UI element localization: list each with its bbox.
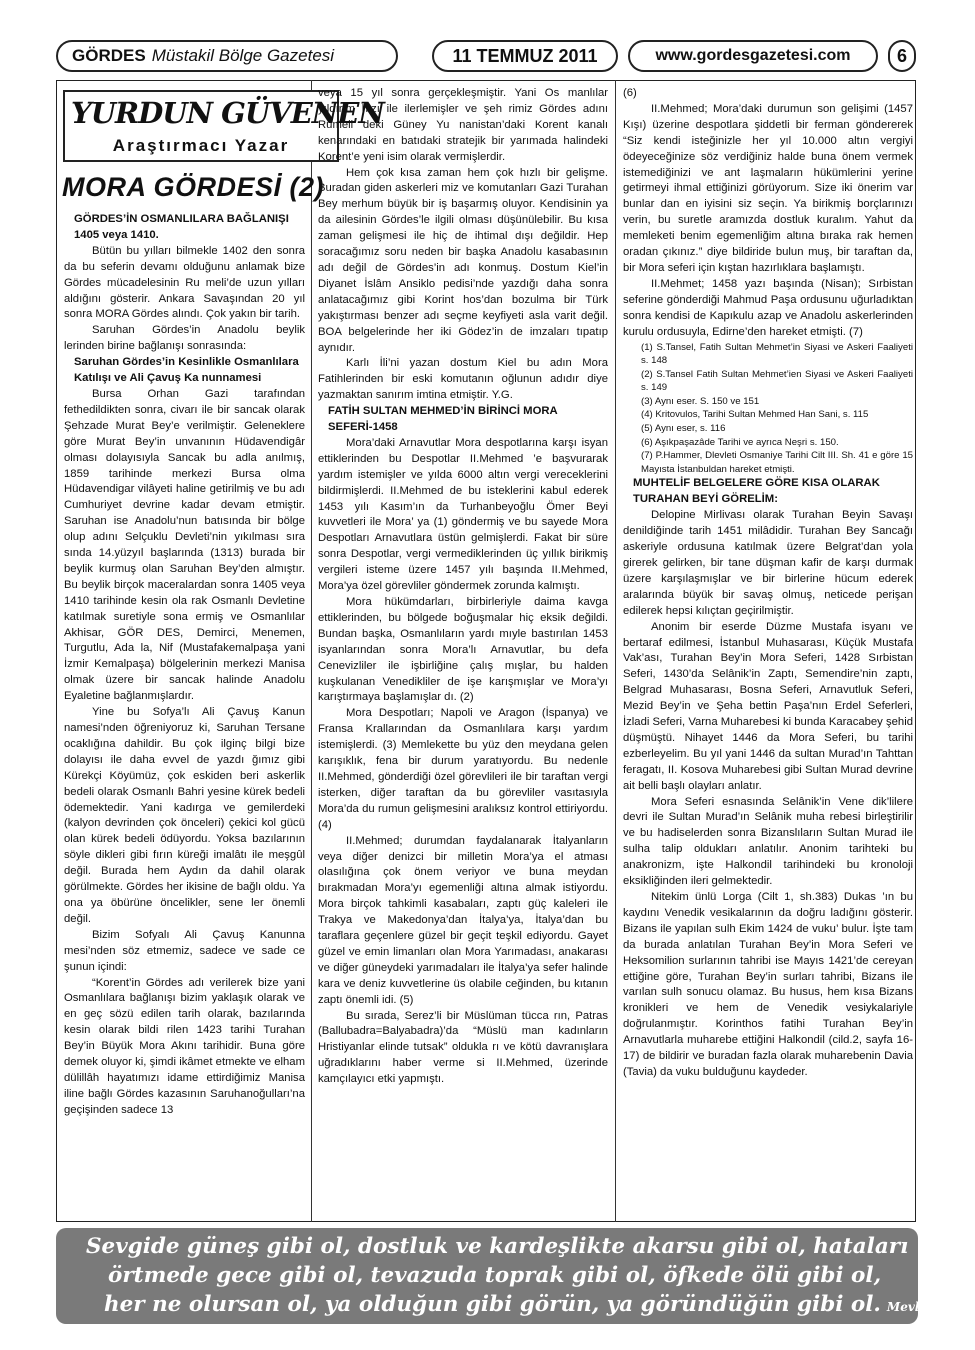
section-heading: Saruhan Gördes’in Kesinlikle Osmanlılara Katılışı ve Ali Çavuş Ka nunnamesi bbox=[74, 356, 299, 385]
footnote: (5) Aynı eser, s. 116 bbox=[641, 423, 726, 435]
column-divider-2 bbox=[615, 80, 616, 1222]
paragraph: Mora Seferi esnasında Selânik’in Vene dik’lilere devri ile Sultan Murad’ın Selânik muha rebesi birleştirilir ve bu hadiselerden sonra Bizanslıların Sultan Murad ile sulha talip oldukları anlatılır. Anonim tarihteki bu anakronizm, işte Halkondil tarihindeki bu kronoloji eksikliğinden ileri gelmektedir. bbox=[623, 795, 913, 888]
footnote: (4) Kritovulos, Tarihi Sultan Mehmed Han Sani, s. 115 bbox=[641, 409, 869, 421]
paragraph: Bizim Sofyalı Ali Çavuş Kanunna mesi’nden söz etmemiz, sadece ve sade ce şunun içindi: bbox=[64, 928, 305, 973]
paragraph: II.Mehmed; durumdan faydalanarak İtalyanların veya diğer denizci bir milletin Mora’ya el atması olasılığına çok önem veriyor ve buna meydan bırakmadan Mora’yı egemenliği altına almak istiyordu. Mora birçok tahkimli kasabaları, zaptı güç kaleleri ile Trakya ve Makedonya’dan İtalya’ya, İtalya’dan bu taraflara geçenlere güzel bir geçit teşkil ediyordu. Gayet güzel ve emin limanları olan Mora Yarımadası, anakarası ve diğer güneydeki yarımadaları ile İtalya’ya sefer halinde kara ve deniz kuvvetlerine üs olabile ceğinden, bu kıtanın zaptı önemli idi. (5) bbox=[318, 834, 608, 1006]
paragraph: (6) bbox=[623, 87, 637, 99]
paragraph: Delopine Mirlivası olarak Turahan Beyin Savaşı denildiğinde tarih 1451 milâdidir. Turahan Bey Sancağı askeriyle ordusuna katılmak üzere Belgrat’dan yola girerek gelirken, bir tane düşman kafir de karşı durmak üzere karşılaşmışlar ve bir birlerine hücum ederek aralarında büyük bir savaş olmuş, neticede perişan edilerek hepsi kılıçtan geçirilmiştir. bbox=[623, 509, 913, 617]
website-link[interactable]: www.gordesgazetesi.com bbox=[628, 40, 878, 72]
paragraph: Nitekim ünlü Lorga (Cilt 1, sh.383) Dukas ’ın bu kaydını Venedik vesikalarının da doğru ladığını gösterir. Bizans ile yapılan sulh Ekim 1424 de vuku’ bulur. İşte tam da burada anlatılan Turahan Bey’in Mora Seferi ve Heksomilion surlarının tahribi ise Mayıs 1421’de cereyan ettiğine göre, Turahan Bey’in surları tahribi, Bizans ile varılan sulh sonucu olamaz. Bu husus, hem kısa Bizans kronikleri ve hem de Venedik vesiykalariyle doğrulanmıştır. Korinthos fatihi Turahan Bey’in Arnavutlarla muharebe ettiğini Halkondil (cild.2, sayfa 16-17) de bildirir ve buradan fazla olarak muharebenin Davia (Tavia) da vuku bulduğunu kaydeder. bbox=[623, 891, 913, 1078]
paragraph: Mora hükümdarları, birbirleriyle daima kavga ettiklerinden, bu bölgede boğuşmalar hiç eksik değildi. Bundan başka, Osmanlıların yardı mıyle bastırılan 1453 isyanlarından sonra Mora’lı Arnavutlar, bu defa Cenevizliler ile işbirliğine çalış mışlar, bu halden kuşkulanan Venedikliler de işe karışmışlar ve Mora’yı karıştırmaya başlamışlar dı. (2) bbox=[318, 596, 608, 704]
footnote: (3) Aynı eser. S. 150 ve 151 bbox=[641, 395, 760, 407]
quote-line-1: Sevgide güneş gibi ol, dostluk ve kardeşlikte akarsu gibi ol, hataları bbox=[86, 1234, 909, 1259]
paragraph: Anonim bir eserde Düzme Mustafa isyanı ve bertaraf edilmesi, İstanbul Muhasarası, Küçük Mustafa Vak’ası, Turahan Bey’in Mora Seferi, 1428 Sırbistan Seferi, 1430’da Selânik’in Zaptı, Semendire’nin zaptı, Belgrad Muhasarası, Bosna Seferi, Arnavutluk Seferi, Mezid Bey’in ve Şeha bettin Paşa’nın Erdel Seferleri, İzladi Seferi, Varna Muharebesi ki bunda Karacabey şehid düşmüştü. Nihayet 1446 da Mora Seferi, bu tarihi ezberleyelim. Bu yıl yani 1446 da sultan Murad’ın Tahttan feragatı, II. Kosova Muharebesi gibi Sultan Murad devrine ait belli başlı olayları anlatır. bbox=[623, 620, 913, 792]
quote-line-3 bbox=[86, 1290, 944, 1322]
paragraph: Bursa Orhan Gazi tarafından fethedildikten sonra, civarı ile bir sancak olarak Şehzade Murat Bey’e verilmiştir. Geleneklere göre Murat Bey’in unvanının Hüdavendigâr olması dolayısıyla Sancak bu adla anılmış, 1859 tarihinde merkezi Bursa olma Hüdavendigar vilâyeti haline getirilmiş ve bu adı Cumhuriyet devrine kadar devam etmiştir. Saruhan ise Anadolu’nun batısında bir bölge olup adını Selçuklu Devleti’nin yıkılması sıra sında 14.yüzyıl başlarında (1313) burada bir beylik kurmuş olan Saruhan Bey’den almıştır. Bu beylik birçok maceralardan sonra 1405 veya 1410 tarihinde kesin ola rak Osmanlı Devletine katılmak suretiyle sona ermiş ve Osmanlılar Akhisar, GÖR DES, Demirci, Menemen, Turgutlu, Ada la, Nif (Mustafakemalpaşa yani İzmir Kemalpaşa) bölgelerinin merkezi Manisa olmak üzere bir sancak halinde Anadolu Eyaletine bağlanmışlardır. bbox=[64, 387, 305, 703]
section-heading: GÖRDES’İN OSMANLILARA BAĞLANIŞI 1405 veya 1410. bbox=[74, 213, 289, 241]
paragraph: II.Mehmed; Mora’daki durumun son gelişimi (1457 Kışı) üzerine despotlara şiddetli bir ferman göndererek “Siz kendi isteğinizle her yıl 10.000 altın vergiyi ödeyeceğinize söz verdiğiniz halde buna önem vermek istemediğinizi ve ant laşmaların hükümlerini yerine getirmeyi ihmal ettiğinizi görüyorum. Size iki önerim var bunlar dan en iyisini siz seçin. Ya birikmiş borçlarınızı verin, bu suretle aramızda dostluk kuralım. Yahut da memleketi benim egemenliğim altına bıraka rak hemen oradan çıkınız.” diye bildiride bulun muş, bir taraftan da, bir Mora seferi için kıştan hazırlıklara başlamıştı. bbox=[623, 102, 913, 274]
column-1 bbox=[64, 212, 305, 1119]
column-2 bbox=[318, 86, 608, 1088]
newspaper-name-bold: GÖRDES bbox=[72, 46, 146, 65]
paragraph: II.Mehmet; 1458 yazı başında (Nisan); Sırbistan seferine gönderdiği Mahmud Paşa ordusunu uğurladıktan sonra kendisi de Kapıkulu azap ve Anadolu askerlerinden kurulu ordusuyla, Edirne’den hareket etmişti. (7) bbox=[623, 277, 913, 338]
page-number: 6 bbox=[888, 40, 916, 72]
footnote: (1) S.Tansel, Fatih Sultan Mehmet’in Siyasi ve Askeri Faaliyeti s. 148 bbox=[641, 341, 913, 367]
quote-line-2: örtmede gece gibi ol, tevazuda toprak gibi ol, öfkede ölü gibi ol, bbox=[108, 1263, 882, 1288]
paragraph: Bu sırada, Serez’li bir Müslüman tücca rın, Patras (Ballubadra=Balyabadra)’da “Müslü man kadınların Hristiyanlar elinde tutsak” oldukla rı ve kötü davranışlara uğradıklarını haber verme si II.Mehmed, üzerinde kamçılayıcı etki yapmıştı. bbox=[318, 1009, 608, 1086]
issue-date: 11 TEMMUZ 2011 bbox=[432, 40, 618, 72]
newspaper-name-subtitle: Müstakil Bölge Gazetesi bbox=[151, 46, 335, 65]
column-3 bbox=[623, 86, 913, 1081]
paragraph: Saruhan Gördes’in Anadolu beylik lerinden birine bağlanışı sonrasında: bbox=[64, 324, 305, 353]
page-header bbox=[56, 40, 916, 74]
section-heading: FATİH SULTAN MEHMED’İN BİRİNCİ MORA SEFERİ-1458 bbox=[328, 405, 558, 434]
footnote: (7) P.Hammer, Dlevleti Osmaniye Tarihi Cilt III. Sh. 41 e göre 15 Mayısta İstanbuldan hareket etmişti. bbox=[641, 450, 913, 475]
paragraph: Yine bu Sofya’lı Ali Çavuş Kanun namesi’nden öğreniyoruz ki, Saruhan Tersane ocaklığına dahildir. Bu çok ilginç bilgi bize dolayısı ile daha evvel de yazdı ğımız gibi Kürekçi Köyümüz, çok eskiden beri askerlik bedeli olarak Osmanlı Bahri yesine kürek bedeli ödemektedir. Yani kadırga ve gemilerdeki (kalyon devrinden çok önceleri) çekici kol gücü olan kürek bedeli ödüyordu. Yoksa bazılarının söyle dikleri gibi fırın küreği imalâtı ile meşgûl değil. Burada hem Aydın da dahil olarak görülmekte. Gördes her ikisine de bağlı oldu. Ya ona ya öbürüne öncelikler, sene ler önemli değil. bbox=[64, 706, 305, 925]
newspaper-name bbox=[56, 40, 398, 72]
quote-line-3-text: her ne olursan ol, ya olduğun gibi görün, ya göründüğün gibi ol. bbox=[104, 1292, 881, 1317]
paragraph: Mora Despotları; Napoli ve Aragon (İspanya) ve Fransa Krallarından da Osmanlılara karşı yardım istemişlerdi. (3) Memlekette bu yüz den meydana gelen karışıklık, fena bir durum yaratıyordu. Bu nedenle II.Mehmed, gönderdiği özel görevlileri ile bir taraftan vergi isterken, diğer taraftan da bu görevliler vasıtasıyla Mora’da du rumun gelişmesini aralıksız kontrol ettiriyordu. (4) bbox=[318, 707, 608, 831]
column-divider-1 bbox=[311, 80, 312, 1222]
paragraph: Karlı İli’ni yazan dostum Kiel bu adın Mora Fatihlerinden bir eski komutanın oğlunun adıdır diye yazmaktan sanırım imtina etmiştir. Y.G. bbox=[318, 357, 608, 402]
footnote: (2) S.Tansel Fatih Sultan Mehmet’ien Siyasi ve Askeri Faaliyeti s. 149 bbox=[641, 368, 913, 394]
paragraph: Bütün bu yılları bilmekle 1402 den sonra da bu seferin devamı olduğunu anlamak bize Gördes mücadelesinin Ru meli’de uzun yılları aldığını gösterir. Ankara Savaşından 20 yıl sonra MORA Gördes alındı. Çok yakın bir tarih. bbox=[64, 244, 305, 321]
author-name: YURDUN GÜVENEN bbox=[71, 96, 384, 130]
paragraph: Mora’daki Arnavutlar Mora despotlarına karşı isyan ettiklerinden bu Despotlar II.Mehmed ’e başvurarak yardım istemişler ve yılda 6000 altın vergi vereceklerini bildirmişlerdi. II.Mehmed de bu isteklerini kabul ederek 1453 yılı Kasım’ın da Turhanbeyoğlu Ömer Beyi kuvvetleri ile Mora’ ya (1) göndermiş ve bu sayede Mora Despotları Arnavutlara üstün gelmişlerdi. Fakat bir süre sonra Despotlar, vergi vermediklerinden üç yıllık birikmiş vergileri isteme üzere 1457 yılı başında II.Mehmed, Mora’ya özel görevliler göndermek zorunda kalmıştı. bbox=[318, 436, 608, 593]
author-role: Araştırmacı Yazar bbox=[112, 136, 290, 155]
article-title: MORA GÖRDESİ (2) bbox=[62, 172, 325, 202]
paragraph: Hem çok kısa zaman hem çok hızlı bir gelişme. Buradan giden askerleri miz ve komutanları Gazi Turahan Bey merhum büyük bir iş başarmış oluyor. Kendisinin ya da ailesinin Gördes’le ilgili olması düşünülebilir. Bu kısa zaman gelişmesi ile hiç de ihtimal dışı değildir. Hep soracağımız soru neden bir başka Anadolu kasabasının adı değil de Gördes’in adı konmuş. Dostum Kiel’in Diyanet İslâm Ansiklo pedisi’nde yazdığı daha sonra anlatacağımız gibi Korint hos’dan bozulma bir Türk yakıştırması benzer adı seçme keyfiyeti asla varit değil. BOA belgelerinde her iki Gödez’in de imzaları tıpatıp aynıdır. bbox=[318, 166, 608, 354]
paragraph: veya 15 yıl sonra gerçekleşmiştir. Yani Os manlılar yıldırım hızı ile ilerlemişler ve şeh rimiz Gördes adını Rumeli deki Güney Yu nanistan’daki Korent kanalı kenarındaki en batıdaki stratejik bir yarımada halindeki Korent’e yeni isim olarak vermişlerdir. bbox=[318, 87, 608, 163]
quote-author: Mevlana bbox=[886, 1300, 944, 1314]
paragraph: “Korent’in Gördes adı verilerek bize yani Osmanlılara bağlanışı bizim yaklaşık olarak ve en geç sözü edilen tarih olarak, bazılarında kesin olarak bildi rilen 1423 tarihi Turahan Bey’in Büyük Mora Akını tarihidir. Buna göre demek oluyor ki, şimdi ikâmet etmekte ve elham dülillâh hayatımızı idame ettirdiğimiz Manisa iline bağlı Gördes kazasının Saruhanoğulları’na geçişinden sadece 13 bbox=[64, 976, 305, 1116]
author-banner bbox=[63, 90, 384, 162]
footnote: (6) Aşıkpaşazâde Tarihi ve ayrıca Neşri s. 150. bbox=[641, 436, 839, 448]
section-heading: MUHTELİF BELGELERE GÖRE KISA OLARAK TURAHAN BEYİ GÖRELİM: bbox=[633, 477, 880, 506]
quote-banner bbox=[56, 1228, 944, 1324]
